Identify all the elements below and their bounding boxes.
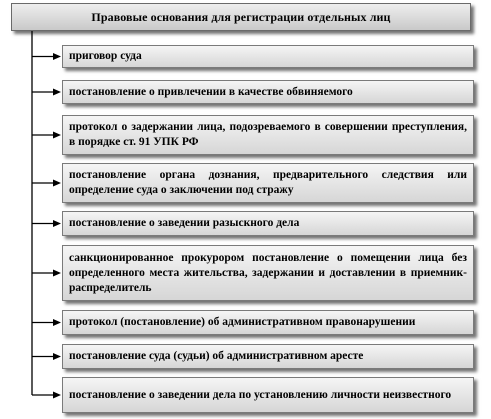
arrowhead-icon — [53, 353, 61, 360]
item-text: постановление суда (судьи) об административном аресте — [69, 350, 364, 362]
item-box-detention-protocol — [62, 115, 474, 155]
item-text: постановление о заведении дела по установлению личности неизвестного — [69, 388, 452, 401]
arrowhead-icon — [53, 220, 61, 227]
item-text: приговор суда — [69, 50, 142, 62]
arrow-group — [32, 53, 61, 399]
item-box-search-case-ruling — [62, 211, 474, 236]
arrowhead-icon — [53, 270, 61, 277]
arrowhead-icon — [53, 319, 61, 326]
diagram-header — [11, 3, 471, 31]
arrowhead-icon — [53, 180, 61, 187]
item-text: санкционированное прокурором постановление о помещении лица без определенного места жительства, задержании и доставлении в приемник-распределитель — [69, 251, 467, 294]
arrowhead-icon — [53, 53, 61, 60]
item-box-homeless-placement-ruling — [62, 245, 474, 301]
item-text: постановление о привлечении в качестве обвиняемого — [69, 85, 353, 98]
arrowhead-icon — [53, 132, 61, 139]
arrowhead-icon — [53, 392, 61, 399]
item-text: протокол о задержании лица, подозреваемого в совершении преступления, в порядке ст. 91 УПК РФ — [69, 121, 467, 148]
diagram-title: Правовые основания для регистрации отдельных лиц — [91, 9, 391, 24]
item-text: постановление органа дознания, предварительного следствия или определение суда о заключении под стражу — [69, 169, 467, 196]
arrowhead-icon — [53, 89, 61, 96]
item-box-administrative-arrest-ruling — [62, 344, 474, 369]
item-box-custody-ruling — [62, 163, 474, 203]
item-box-accused-ruling — [62, 80, 474, 104]
item-box-court-sentence — [62, 45, 474, 68]
item-box-administrative-offense-protocol — [62, 310, 474, 335]
item-box-identity-case-ruling — [62, 377, 474, 413]
item-text: постановление о заведении разыскного дела — [69, 217, 300, 229]
item-text: протокол (постановление) об административном правонарушении — [69, 316, 416, 328]
